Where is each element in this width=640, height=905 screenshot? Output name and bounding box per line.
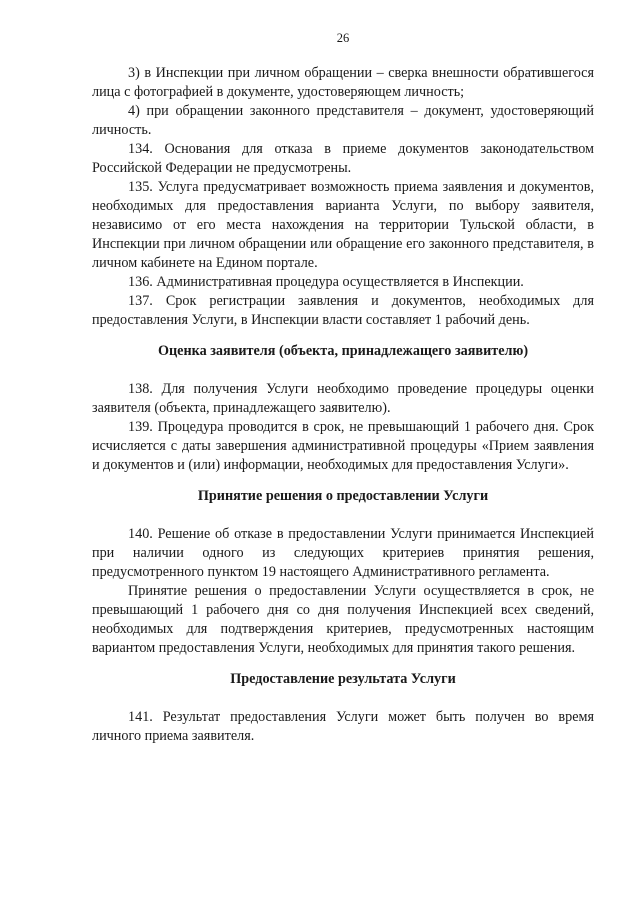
- section-heading: Оценка заявителя (объекта, принадлежащего заявителю): [157, 343, 529, 359]
- paragraph: 139. Процедура проводится в срок, не превышающий 1 рабочего дня. Срок исчисляется с даты завершения административной процедуры «Прием заявления и документов и (или) информации, необходимых для предоставления Услуги».: [92, 419, 594, 473]
- paragraph: Принятие решения о предоставлении Услуги осуществляется в срок, не превышающий 1 рабочего дня со дня получения Инспекцией всех сведений, необходимых для подтверждения критериев, предусмотренных настоящим вариантом предоставления Услуги, необходимых для принятия такого решения.: [92, 583, 594, 656]
- section-heading: Предоставление результата Услуги: [230, 671, 456, 687]
- paragraph: 4) при обращении законного представителя – документ, удостоверяющий личность.: [92, 103, 594, 138]
- page-number: 26: [336, 31, 350, 45]
- paragraph: 140. Решение об отказе в предоставлении Услуги принимается Инспекцией при наличии одного из следующих критериев принятия решения, предусмотренного пунктом 19 настоящего Административного регламента.: [92, 526, 594, 580]
- paragraph: 138. Для получения Услуги необходимо проведение процедуры оценки заявителя (объекта, принадлежащего заявителю).: [92, 381, 594, 416]
- paragraph: 137. Срок регистрации заявления и документов, необходимых для предоставления Услуги, в Инспекции власти составляет 1 рабочий день.: [92, 293, 594, 328]
- paragraph: 135. Услуга предусматривает возможность приема заявления и документов, необходимых для предоставления варианта Услуги, по выбору заявителя, независимо от его места нахождения на территории Тульской области, в Инспекции при личном обращении или обращение его законного представителя, в личном кабинете на Едином портале.: [92, 179, 594, 271]
- document-page: [92, 30, 594, 746]
- section-heading: Принятие решения о предоставлении Услуги: [197, 488, 489, 504]
- paragraph: 3) в Инспекции при личном обращении – сверка внешности обратившегося лица с фотографией в документе, удостоверяющем личность;: [92, 65, 594, 100]
- paragraph: 134. Основания для отказа в приеме документов законодательством Российской Федерации не предусмотрены.: [92, 141, 594, 176]
- paragraph: 136. Административная процедура осуществляется в Инспекции.: [128, 274, 524, 290]
- paragraph: 141. Результат предоставления Услуги может быть получен во время личного приема заявителя.: [92, 709, 594, 744]
